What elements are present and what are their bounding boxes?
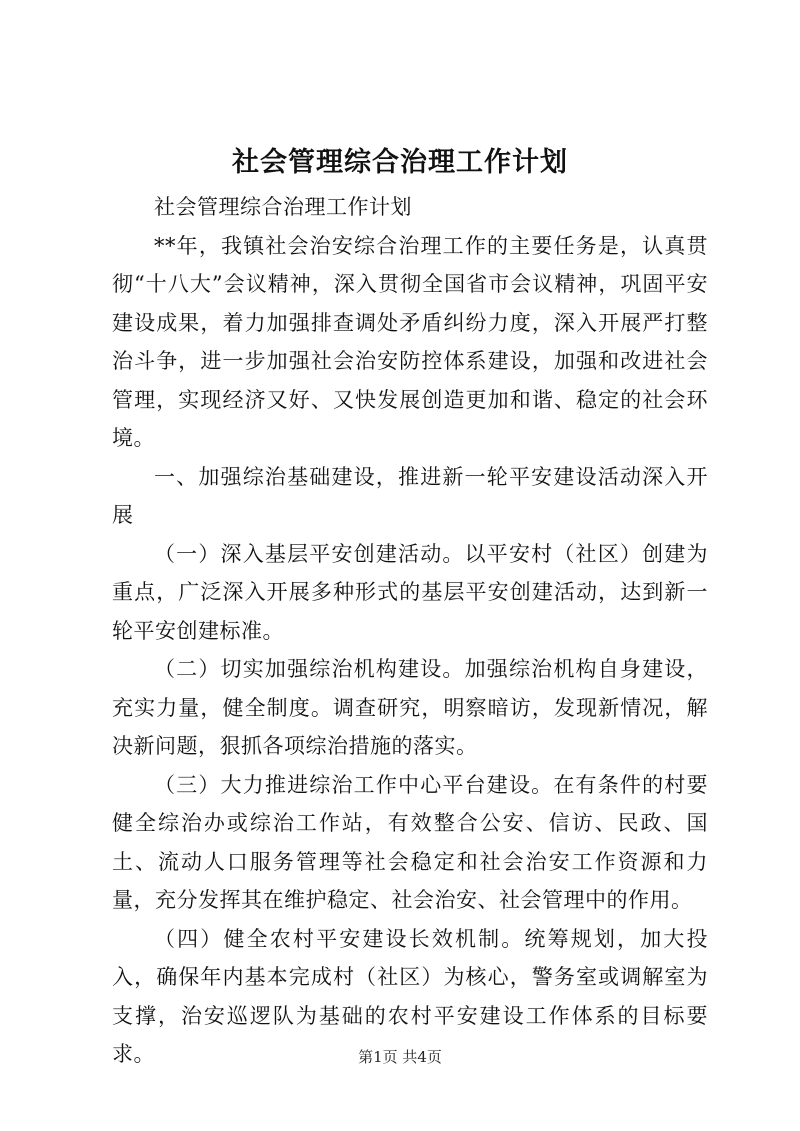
paragraph-item-2: （二）切实加强综治机构建设。加强综治机构自身建设，充实力量，健全制度。调查研究，明察暗访，发现新情况，解决新问题，狠抓各项综治措施的落实。 (112, 657, 708, 758)
page-footer: 第1页 共4页 (358, 1048, 442, 1066)
paragraph-intro: **年，我镇社会治安综合治理工作的主要任务是，认真贯彻“十八大”会议精神，深入贯彻全国省市会议精神，巩固平安建设成果，着力加强排查调处矛盾纠纷力度，深入开展严打整治斗争，进一步加强社会治安防控体系建设，加强和改进社会管理，实现经济又好、又快发展创造更加和谐、稳定的社会环境。 (112, 233, 708, 450)
paragraph-item-3: （三）大力推进综治工作中心平台建设。在有条件的村要健全综治办或综治工作站，有效整合公安、信访、民政、国土、流动人口服务管理等社会稳定和社会治安工作资源和力量，充分发挥其在维护稳定、社会治安、社会管理中的作用。 (112, 772, 708, 912)
section-heading: 一、加强综治基础建设，推进新一轮平安建设活动深入开展 (112, 464, 708, 527)
paragraph-item-1: （一）深入基层平安创建活动。以平安村（社区）创建为重点，广泛深入开展多种形式的基层平安创建活动，达到新一轮平安创建标准。 (112, 541, 708, 643)
document-title: 社会管理综合治理工作计划 (232, 147, 568, 178)
paragraph-subtitle: 社会管理综合治理工作计划 (154, 195, 412, 219)
document-body (112, 188, 708, 1074)
paragraph-item-4: （四）健全农村平安建设长效机制。统筹规划，加大投入，确保年内基本完成村（社区）为核心，警务室或调解室为支撑，治安巡逻队为基础的农村平安建设工作体系的目标要求。 (112, 926, 708, 1066)
